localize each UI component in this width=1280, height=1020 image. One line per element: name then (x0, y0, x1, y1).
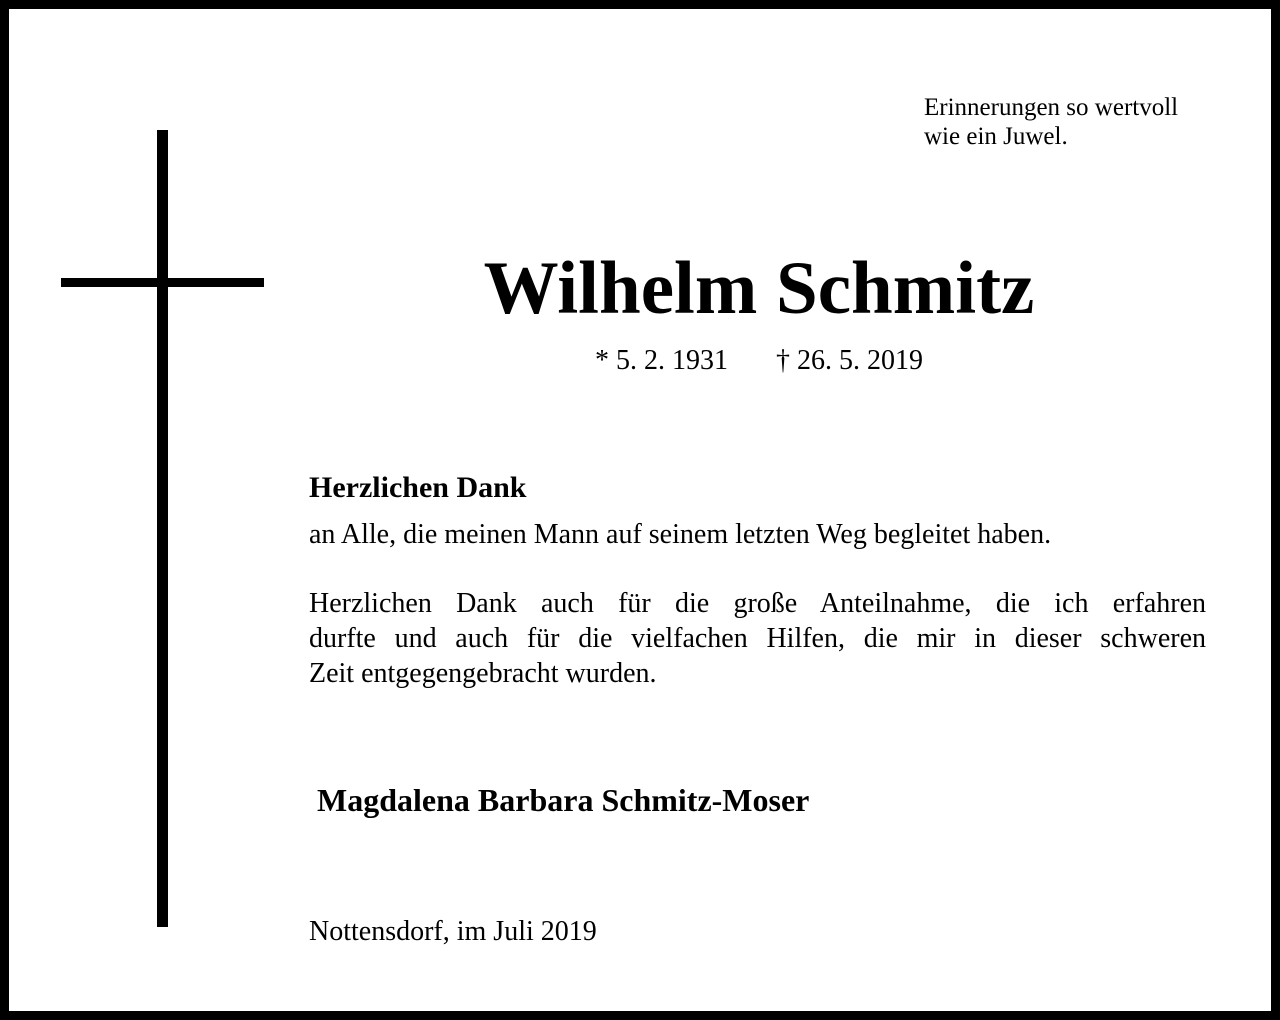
cross-vertical-bar (157, 130, 168, 927)
paragraph-line: Zeit entgegengebracht wurden. (309, 658, 657, 689)
cross-icon (61, 130, 264, 927)
paragraph-line: Herzlichen Dank auch für die große Anteilnahme, die ich erfahren (309, 588, 1206, 619)
signature: Magdalena Barbara Schmitz-Moser (317, 782, 810, 818)
life-dates (309, 343, 1209, 379)
thanks-heading: Herzlichen Dank (309, 471, 527, 504)
paragraph-line: durfte und auch für die vielfachen Hilfen, die mir in dieser schweren (309, 623, 1206, 654)
cross-horizontal-bar (61, 278, 264, 287)
thanks-paragraph (309, 586, 1206, 691)
death-date: † 26. 5. 2019 (776, 345, 923, 376)
motto (924, 93, 1244, 151)
birth-date: * 5. 2. 1931 (595, 345, 728, 376)
motto-line: Erinnerungen so wertvoll (924, 94, 1179, 121)
deceased-name: Wilhelm Schmitz (483, 247, 1035, 330)
thanks-line: an Alle, die meinen Mann auf seinem letzten Weg begleitet haben. (309, 519, 1052, 550)
place-date: Nottensdorf, im Juli 2019 (309, 916, 597, 947)
motto-line: wie ein Juwel. (924, 123, 1068, 150)
